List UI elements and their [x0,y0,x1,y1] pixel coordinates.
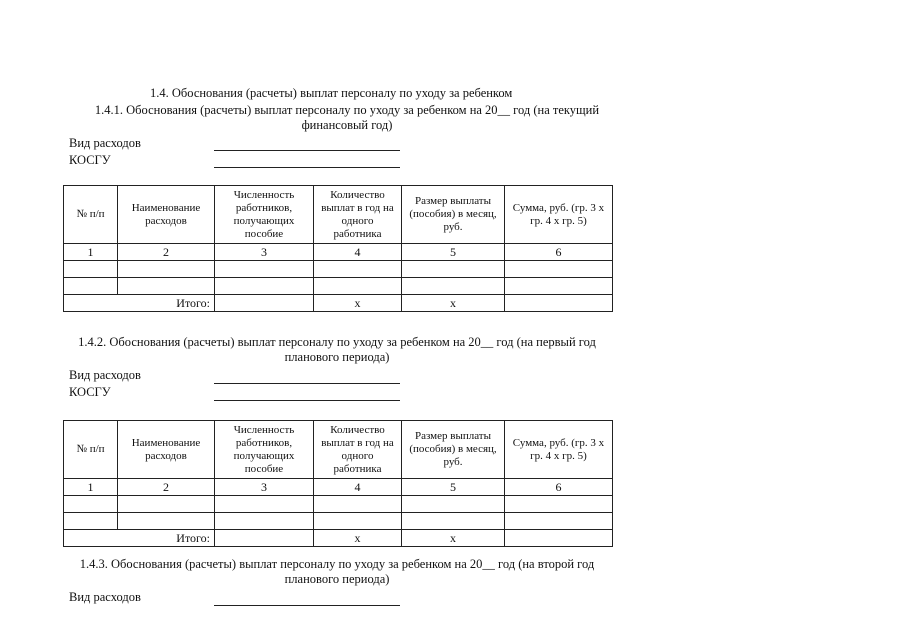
col-header-number: № п/п [64,186,118,244]
header-row [64,421,613,479]
col-header-name: Наименование расходов [118,421,215,479]
column-number: 1 [64,244,118,261]
field-line-vid-raskhodov[interactable] [214,383,400,384]
col-header-employees: Численность работников, получающих пособие [215,186,314,244]
total-mark: х [402,295,505,312]
table-row [64,278,613,295]
table-cell[interactable] [215,496,314,513]
total-cell-employees[interactable] [215,295,314,312]
column-number: 4 [314,479,402,496]
table-cell[interactable] [118,496,215,513]
col-header-payments-count: Количество выплат в год на одного работника [314,186,402,244]
table-cell[interactable] [505,261,613,278]
subsection-3-title-line2: планового периода) [284,572,390,586]
column-number: 3 [215,479,314,496]
column-number: 6 [505,479,613,496]
column-number: 5 [402,244,505,261]
column-number: 1 [64,479,118,496]
table-cell[interactable] [505,496,613,513]
total-label: Итого: [64,530,215,547]
header-row [64,186,613,244]
col-header-employees: Численность работников, получающих пособие [215,421,314,479]
table-cell[interactable] [215,513,314,530]
subsection-1-title-line2: финансовый год) [301,118,393,132]
table-cell[interactable] [314,513,402,530]
field-line-vid-raskhodov[interactable] [214,605,400,606]
table-cell[interactable] [118,261,215,278]
field-line-kosgu[interactable] [214,400,400,401]
section-title: 1.4. Обоснования (расчеты) выплат персоналу по уходу за ребенком [150,86,513,100]
table-row [64,496,613,513]
table-cell[interactable] [215,278,314,295]
table-cell[interactable] [64,278,118,295]
payments-table-2 [63,420,613,547]
total-mark: х [314,530,402,547]
total-mark: х [402,530,505,547]
subsection-2-title-line2: планового периода) [284,350,390,364]
total-mark: х [314,295,402,312]
table-cell[interactable] [505,513,613,530]
column-number: 6 [505,244,613,261]
table-row [64,513,613,530]
total-row [64,530,613,547]
col-header-payments-count: Количество выплат в год на одного работника [314,421,402,479]
col-header-number: № п/п [64,421,118,479]
table-cell[interactable] [64,513,118,530]
column-number: 2 [118,244,215,261]
total-cell-sum[interactable] [505,295,613,312]
table-cell[interactable] [215,261,314,278]
table-cell[interactable] [505,278,613,295]
total-label: Итого: [64,295,215,312]
subsection-3-title-line1: 1.4.3. Обоснования (расчеты) выплат персоналу по уходу за ребенком на 20__ год (на второй год [79,557,595,571]
table-cell[interactable] [314,278,402,295]
table-row [64,261,613,278]
field-label-kosgu: КОСГУ [69,153,111,167]
field-label-vid-raskhodov: Вид расходов [69,368,141,382]
table-cell[interactable] [314,261,402,278]
total-row [64,295,613,312]
column-number: 3 [215,244,314,261]
table-cell[interactable] [402,496,505,513]
col-header-name: Наименование расходов [118,186,215,244]
field-line-vid-raskhodov[interactable] [214,150,400,151]
field-label-kosgu: КОСГУ [69,385,111,399]
column-number: 4 [314,244,402,261]
payments-table-1 [63,185,613,312]
table-cell[interactable] [64,261,118,278]
total-cell-sum[interactable] [505,530,613,547]
col-header-sum: Сумма, руб. (гр. 3 х гр. 4 х гр. 5) [505,421,613,479]
column-number-row [64,244,613,261]
field-label-vid-raskhodov: Вид расходов [69,590,141,604]
table-cell[interactable] [118,513,215,530]
table-cell[interactable] [402,261,505,278]
column-number-row [64,479,613,496]
subsection-1-title-line1: 1.4.1. Обоснования (расчеты) выплат персоналу по уходу за ребенком на 20__ год (на текущий [94,103,600,117]
column-number: 2 [118,479,215,496]
table-cell[interactable] [118,278,215,295]
col-header-payment-size: Размер выплаты (пособия) в месяц, руб. [402,421,505,479]
col-header-payment-size: Размер выплаты (пособия) в месяц, руб. [402,186,505,244]
column-number: 5 [402,479,505,496]
table-cell[interactable] [314,496,402,513]
field-label-vid-raskhodov: Вид расходов [69,136,141,150]
field-line-kosgu[interactable] [214,167,400,168]
table-cell[interactable] [402,513,505,530]
total-cell-employees[interactable] [215,530,314,547]
subsection-2-title-line1: 1.4.2. Обоснования (расчеты) выплат персоналу по уходу за ребенком на 20__ год (на первый год [78,335,596,349]
col-header-sum: Сумма, руб. (гр. 3 х гр. 4 х гр. 5) [505,186,613,244]
table-cell[interactable] [402,278,505,295]
table-cell[interactable] [64,496,118,513]
